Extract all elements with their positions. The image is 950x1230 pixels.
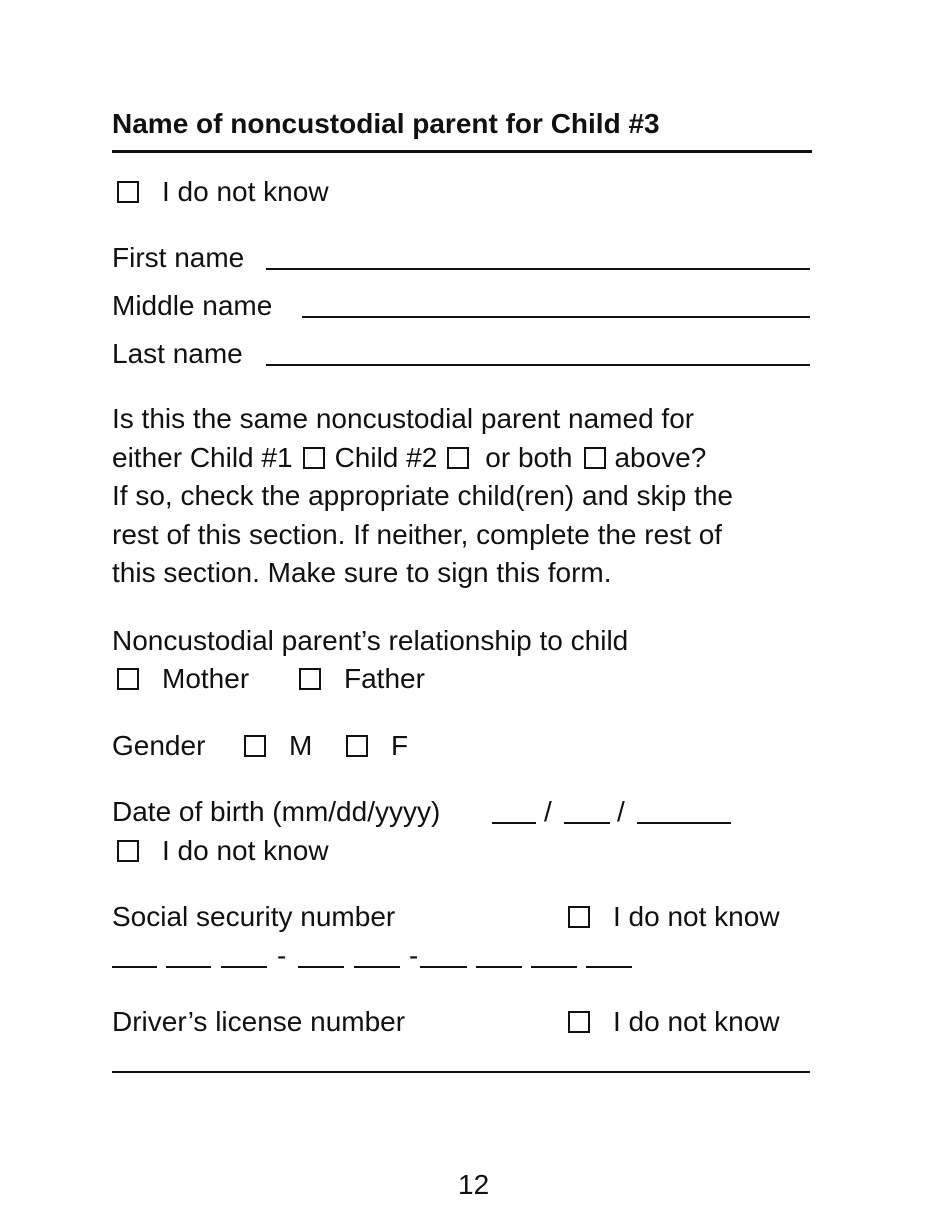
dob-separator-1: /	[544, 796, 552, 827]
same-parent-line4: rest of this section. If neither, complete the rest of	[112, 518, 723, 550]
gender-f-checkbox[interactable]	[346, 735, 368, 757]
same-parent-line1: Is this the same noncustodial parent named for	[112, 403, 695, 434]
dob-label: Date of birth (mm/dd/yyyy)	[112, 796, 441, 827]
dob-year-field[interactable]	[637, 822, 731, 824]
either-child1-label: either Child #1	[112, 441, 293, 473]
ssn-digit-5[interactable]	[354, 966, 400, 968]
ssn-digit-4[interactable]	[298, 966, 344, 968]
ssn-digit-3[interactable]	[221, 966, 267, 968]
ssn-dash-2: -	[409, 940, 419, 971]
name-unknown-label: I do not know	[162, 176, 329, 207]
father-label: Father	[344, 663, 425, 694]
section-title: Name of noncustodial parent for Child #3	[112, 108, 660, 139]
ssn-label: Social security number	[112, 901, 396, 932]
page-number: 12	[458, 1169, 490, 1200]
license-unknown-checkbox[interactable]	[568, 1011, 590, 1033]
or-both-label: or both	[485, 441, 573, 473]
ssn-digit-1[interactable]	[112, 966, 157, 968]
both-checkbox[interactable]	[584, 447, 606, 469]
mother-label: Mother	[162, 663, 250, 694]
middle-name-label: Middle name	[112, 290, 273, 321]
gender-m-checkbox[interactable]	[244, 735, 266, 757]
child1-checkbox[interactable]	[303, 447, 325, 469]
dob-separator-2: /	[617, 796, 625, 827]
title-rule	[112, 150, 812, 153]
above-label: above?	[614, 441, 707, 473]
father-checkbox[interactable]	[299, 668, 321, 690]
gender-label: Gender	[112, 730, 206, 761]
middle-name-field[interactable]	[302, 316, 810, 318]
child2-checkbox[interactable]	[447, 447, 469, 469]
ssn-unknown-checkbox[interactable]	[568, 906, 590, 928]
first-name-field[interactable]	[266, 268, 810, 270]
dob-unknown-label: I do not know	[162, 835, 329, 866]
mother-checkbox[interactable]	[117, 668, 139, 690]
ssn-digit-7[interactable]	[476, 966, 522, 968]
ssn-digit-9[interactable]	[586, 966, 632, 968]
same-parent-line3: If so, check the appropriate child(ren) and skip the	[112, 480, 734, 512]
ssn-unknown-label: I do not know	[613, 901, 780, 932]
child2-label: Child #2	[334, 441, 438, 473]
dob-day-field[interactable]	[564, 822, 610, 824]
license-unknown-label: I do not know	[613, 1006, 780, 1037]
dob-month-field[interactable]	[492, 822, 536, 824]
gender-m-label: M	[289, 730, 313, 761]
first-name-label: First name	[112, 242, 245, 273]
license-label: Driver’s license number	[112, 1006, 406, 1037]
relationship-label: Noncustodial parent’s relationship to child	[112, 625, 629, 656]
ssn-dash-1: -	[277, 940, 287, 971]
gender-f-label: F	[391, 730, 409, 761]
same-parent-paragraph	[112, 400, 822, 593]
license-number-field[interactable]	[112, 1071, 810, 1073]
same-parent-line5: this section. Make sure to sign this form.	[112, 557, 612, 589]
name-unknown-checkbox[interactable]	[117, 181, 139, 203]
dob-unknown-checkbox[interactable]	[117, 840, 139, 862]
ssn-digit-2[interactable]	[166, 966, 211, 968]
last-name-label: Last name	[112, 338, 243, 369]
same-parent-line2	[112, 439, 822, 478]
ssn-digit-8[interactable]	[531, 966, 577, 968]
last-name-field[interactable]	[266, 364, 810, 366]
ssn-digit-6[interactable]	[420, 966, 467, 968]
